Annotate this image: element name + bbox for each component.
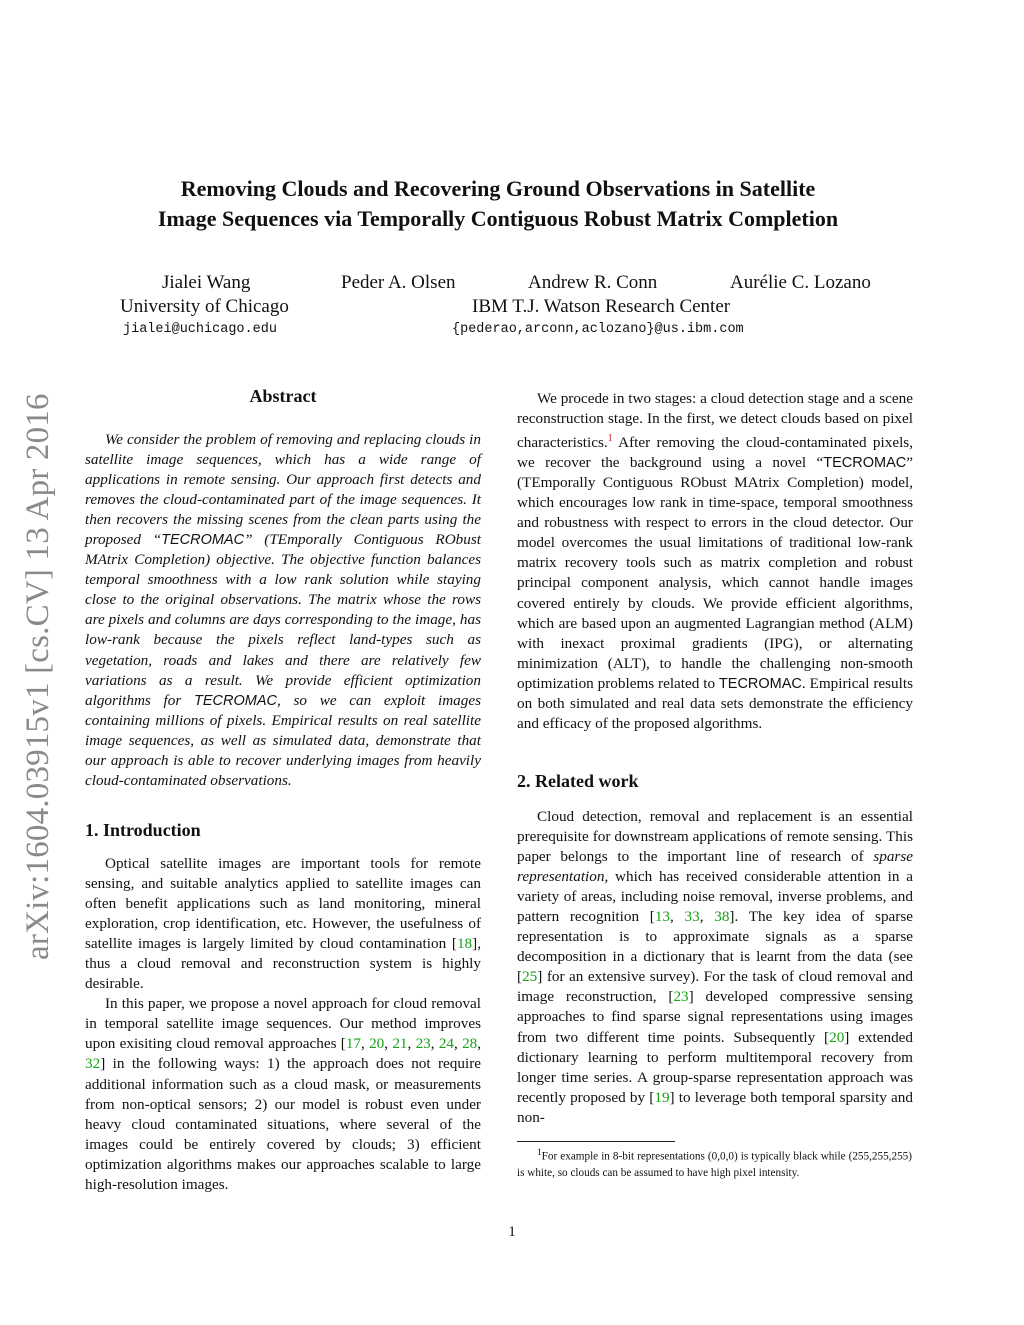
page-number: 1 [508,1224,516,1240]
abstract-text: , so we can exploit images containing millions of pixels. Empirical results on real satellite image sequences, as well as simulated data, demonstrate that our approach is able to recover underlying images from heavily cloud-contaminated observations. [85,691,481,789]
right-column-intro [517,389,913,734]
related-text: ]. The key idea of sparse representation is to approximate signals as a sparse decomposition in a dictionary that is learnt from the data (see [ [517,908,914,986]
section-heading-introduction: 1. Introduction [85,820,201,840]
citation-link[interactable]: 33 [684,908,700,926]
citation-link[interactable]: 25 [522,968,538,986]
related-text: ] to leverage both temporal sparsity and non- [517,1088,913,1126]
affiliation: IBM T.J. Watson Research Center [472,296,731,317]
author-name: Peder A. Olsen [341,272,456,293]
citation-link[interactable]: 19 [654,1088,670,1106]
emphasis-term: sparse representation [517,848,913,886]
citation-link[interactable]: 23 [673,988,689,1006]
intro-text: After removing the cloud-contaminated pixels, we recover the background using a novel “ [517,434,913,472]
related-text: , which has received considerable attention in a variety of areas, including noise removal, inverse problems, and pattern recognition [ [517,868,913,926]
intro-text: In this paper, we propose a novel approach for cloud removal in temporal satellite image sequences. Our method improves upon exisiting cloud removal approaches [ [85,995,481,1053]
method-name: TECROMAC [718,675,802,692]
footnote-mark: 1 [537,1148,542,1158]
abstract-body [85,430,481,791]
intro-text: ], thus a cloud removal and reconstruction system is highly desirable. [85,935,481,993]
title-line-2: Image Sequences via Temporally Contiguous Robust Matrix Completion [157,206,839,231]
footnote-text: For example in 8-bit representations (0,0,0) is typically black while (255,255,255) is white, so clouds can be assumed to have high pixel intensity. [517,1150,912,1179]
method-name: TECROMAC [823,455,907,472]
intro-text: . Empirical results on both simulated and real data sets demonstrate the efficiency and efficacy of the proposed algorithms. [517,674,913,732]
intro-text: ” (TEmporally Contiguous RObust MAtrix Completion) model, which encourages low rank in time-space, temporal smoothness and robustness with respect to errors in the cloud detector. Our model overcomes the usual limitations of traditional low-rank matrix recovery tools such as matrix completion and robust principal component analysis, which cannot handle images covered entirely by clouds. We provide efficient algorithms, which are based upon an augmented Lagrangian method (ALM) with inexact proximal gradients (IPG), or alternating minimization (ALT), to handle the challenging non-smooth optimization problems related to [517,454,913,692]
intro-text: Optical satellite images are important tools for remote sensing, and suitable analytics applied to satellite images can often benefit applications such as land monitoring, mineral exploration, crop identification, etc. However, the usefulness of satellite images is largely limited by cloud contamination [ [85,855,481,953]
related-text: ] for an extensive survey). For the task of cloud removal and image reconstruction, [ [517,968,913,1006]
related-paragraph: Cloud detection, removal and replacement is an essential prerequisite for downstream applications of remote sensing. This paper belongs to the important line of research of sparse representation, which has received considerable attention in a variety of areas, including noise removal, inverse problems, and pattern recognition [13, 33, 38]. The key idea of sparse representation is to approximate signals as a sparse decomposition in a dictionary that is learnt from the data (see [25] for an extensive survey). For the task of cloud removal and image reconstruction, [23] developed compressive sensing approaches to find sparse signal representations using images from two different time points. Subsequently [20] extended dictionary learning to perform multitemporal recovery from longer time series. A group-sparse representation approach was recently proposed by [19] to leverage both temporal sparsity and non- [517,808,914,1126]
citation-link[interactable]: 28 [462,1035,478,1053]
author-email: {pederao,arconn,aclozano}@us.ibm.com [452,322,744,337]
author-name: Aurélie C. Lozano [730,272,871,293]
intro-paragraph: In this paper, we propose a novel approach for cloud removal in temporal satellite image sequences. Our method improves upon exisiting cloud removal approaches [17, 20, 21, 23, 24, 28, 32] in the following ways: 1) the approach does not require additional information such as a cloud mask, or measurements from non-optical sensors; 2) our model is robust even under heavy cloud contaminated situations, where several of the images could be entirely covered by clouds; 3) efficient optimization algorithms makes our approaches scalable to large high-resolution images. [85,995,482,1193]
citation-link[interactable]: 18 [456,935,473,953]
abstract-heading: Abstract [249,386,317,406]
citation-link[interactable]: 21 [392,1035,408,1053]
related-text: ] developed compressive sensing approaches to find sparse signal representations using images from two different time points. Subsequently [ [517,988,913,1046]
author-email: jialei@uchicago.edu [123,322,277,337]
method-name: TECROMAC [193,692,277,709]
intro-paragraph [517,389,913,734]
paper-title [60,174,936,234]
citation-link[interactable]: 23 [415,1035,431,1053]
citation-link[interactable]: 24 [438,1035,455,1053]
section-heading-related-work: 2. Related work [517,771,639,791]
abstract-text: We consider the problem of removing and replacing clouds in satellite image sequences, which has a wide range of applications in remote sensing. Our approach first detects and removes the cloud-contaminated part of the image sequences. It then recovers the missing scenes from the clean parts using the proposed “ [85,431,481,549]
related-text: Cloud detection, removal and replacement is an essential prerequisite for downstream applications of remote sensing. This paper belongs to the important line of research of [517,808,913,866]
introduction-body [85,854,481,1195]
title-line-1: Removing Clouds and Recovering Ground Observations in Satellite [180,176,816,201]
related-work-body [517,807,913,1128]
author-name: Jialei Wang [162,272,251,293]
intro-paragraph [85,854,481,994]
citation-link[interactable]: 20 [829,1028,845,1046]
citation-link[interactable]: 20 [369,1035,385,1053]
abstract-paragraph [85,430,481,791]
abstract-text: ” (TEmporally Contiguous RObust MAtrix Completion) objective. The objective function balances temporal smoothness with a low rank solution while staying close to the original observations. The matrix whose the rows are pixels and columns are days corresponding to the image, has low-rank because the pixels reflect land-types such as vegetation, roads and lakes and there are relatively few variations as a result. We provide efficient optimization algorithms for [85,531,481,709]
footnote [517,1145,912,1181]
author-name: Andrew R. Conn [528,272,658,293]
citation-link[interactable]: 17 [345,1035,362,1053]
footnote-ref[interactable]: 1 [607,433,613,445]
citation-link[interactable]: 32 [85,1055,101,1073]
method-name: TECROMAC [161,532,245,549]
related-text: ] extended dictionary learning to perform multitemporal recovery from longer time series. A group-sparse representation approach was recently proposed by [ [517,1028,913,1106]
citation-link[interactable]: 38 [714,908,730,926]
affiliation: University of Chicago [120,296,289,317]
intro-text: ] in the following ways: 1) the approach does not require additional information such as a cloud mask, or measurements from non-optical sensors; 2) our model is robust even under heavy cloud contaminated situations, where several of the images could be entirely covered by clouds; 3) efficient optimization algorithms makes our approaches scalable to large high-resolution images. [85,1055,481,1193]
footnote-divider [517,1141,675,1142]
intro-text: We procede in two stages: a cloud detection stage and a scene reconstruction stage. In the first, we detect clouds based on pixel characteristics. [517,390,913,452]
arxiv-identifier: arXiv:1604.03915v1 [cs.CV] 13 Apr 2016 [20,393,56,960]
citation-link[interactable]: 13 [654,908,671,926]
